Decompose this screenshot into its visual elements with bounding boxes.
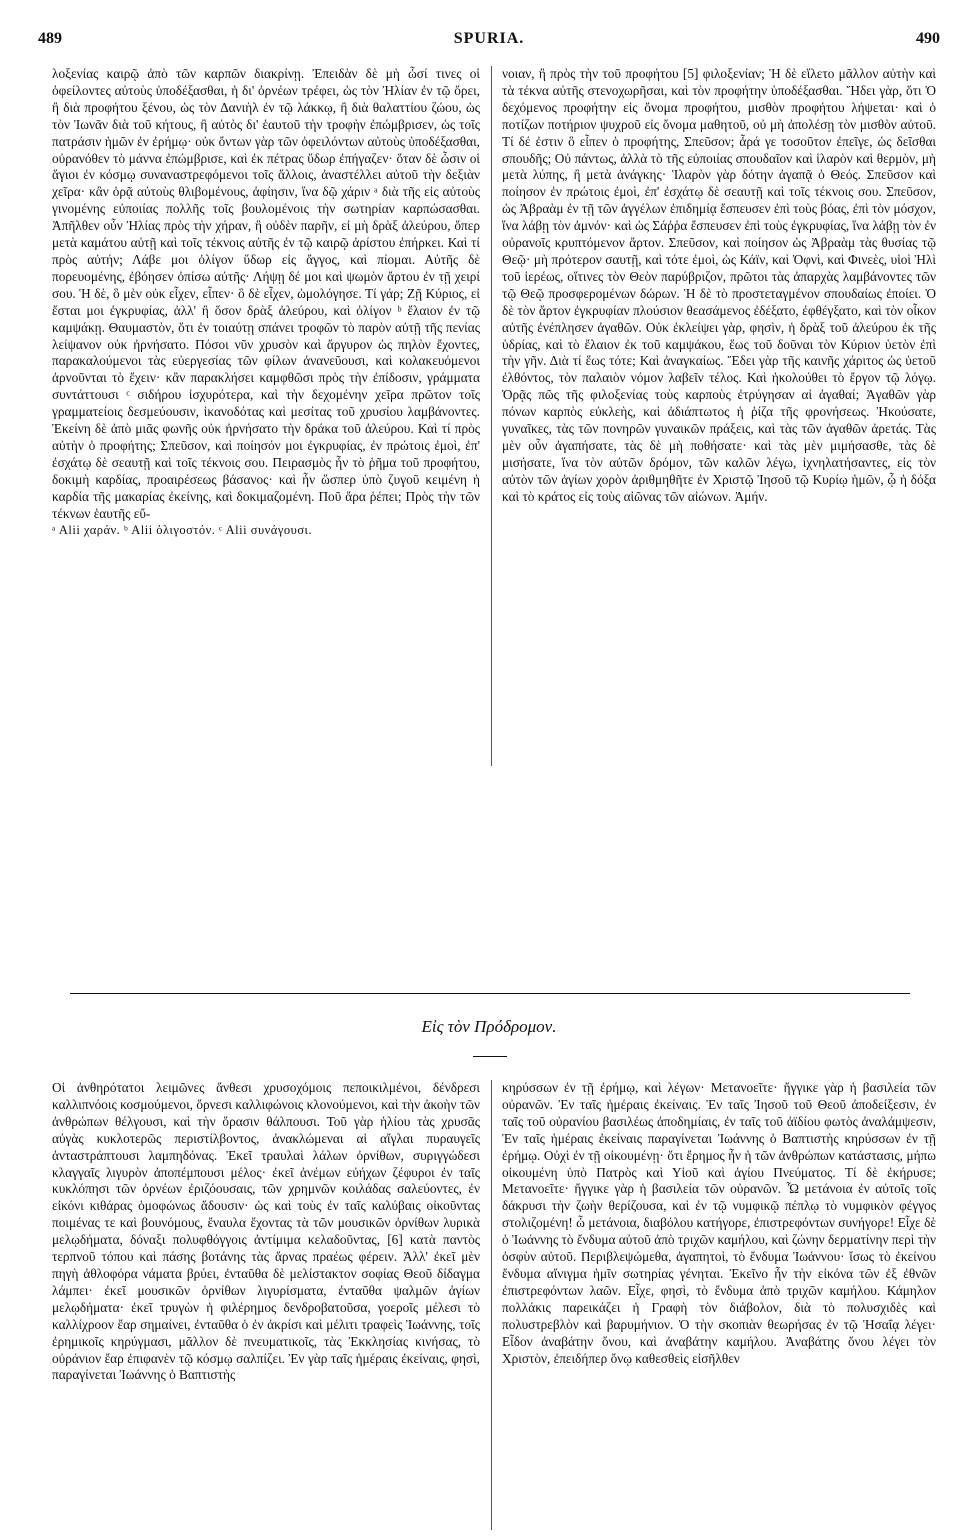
running-header [38,30,940,52]
bottom-right-column [502,1080,936,1367]
top-left-column [52,66,480,539]
bottom-right-text: κηρύσσων ἐν τῇ ἐρήμῳ, καὶ λέγων· Μετανοεῖτε· ἤγγικε γὰρ ἡ βασιλεία τῶν οὐρανῶν. Ἐν ταῖς ἡμέραις ἐκείναις. Ἐν ταῖς Ἰησοῦ τοῦ Θεοῦ ἀποδείξεσιν, ἐν ταῖς τοῦ οὐρανίου βασιλέως ἀποδημίαις, ἐν ταῖς τοῦ ἀϊδίου φωτὸς ἀναλάμψεσιν, Ἐν ταῖς ἡμέραις ἐκείναις παραγίνεται Ἰωάννης ὁ Βαπτιστὴς κηρύσσων ἐν τῇ ἐρήμῳ. Οὐχὶ ἐν τῇ οἰκουμένῃ· ὅτι ἔρημος ἦν ἡ τῶν ἀνθρώπων κατάστασις, μήπω οἰκουμένη ὑπὸ Πατρὸς καὶ Υἱοῦ καὶ ἁγίου Πνεύματος. Τί δὲ ἐκήρυσε; Μετανοεῖτε· ἤγγικε γὰρ ἡ βασιλεία τῶν οὐρανῶν. Ὦ μετάνοια ἐν αὐτοῖς τοῖς δάκρυσι τὴν ζωὴν θερίζουσα, καὶ ἐν τῷ νυμφικῷ πέπλῳ τὸ νυμφικὸν φέγγος στολιζομένη! ὦ μετάνοια, διαβόλου κατήγορε, ἐπιστρεφόντων συνήγορε! Εἶχε δὲ ὁ Ἰωάννης τὸ ἔνδυμα αὐτοῦ ἀπὸ τριχῶν καμήλου, καὶ ζώνην δερματίνην περὶ τὴν ὀσφὺν αὐτοῦ. Περιβλεψώμεθα, ἀγαπητοὶ, τὸ ἔνδυμα Ἰωάννου· ἴσως τὸ ἐκείνου ἔνδυμα αἴνιγμα ἡμῖν σωτηρίας γένηται. Ἐκεῖνο ἦν τὴν εἰκόνα τῶν ἐξ ἐθνῶν ἐπιστρεφόντων λαῶν. Εἶχε, φησὶ, τὸ ἔνδυμα ἀπὸ τριχῶν καμήλου. Κάμηλον πολλάκις παρεικάζει ἡ Γραφὴ τὸν διάβολον, διὰ τὸ πολυσχιδὲς καὶ πολυστρεβλὸν καὶ βαρυμήνιον. Ὁ τὴν σκοπιὰν θεωρήσας ἐν τῷ Ἡσαΐᾳ λέγει· Εἶδον ἀναβάτην ὄνου, καὶ ἀναβάτην καμήλου. Ἀναβάτης ὄνου λέγει τὸν Χριστὸν, ἐπειδήπερ ὄνῳ καθεσθεὶς εἰσῆλθεν [502,1080,936,1366]
footnotes: ᵃ Alii χαράν. ᵇ Alii ὀλιγοστόν. ᶜ Alii συνάγουσι. [52,523,313,538]
top-right-column [502,66,936,506]
page-number-left: 489 [38,30,62,47]
column-divider-top [491,66,492,766]
running-title: SPURIA. [453,30,525,47]
bottom-left-text: Οἱ ἀνθηρότατοι λειμῶνες ἄνθεσι χρυσοχόμοις πεποικιλμένοι, δένδρεσι καλλιπνόοις κοσμούμενοι, ὄρνεσι καλλιφώνοις κλονούμενοι, καὶ τὴν ἀκοὴν τῶν ἀνθρώπων θέλγουσι, καὶ τὴν ὅρασιν θάλπουσι. Τοῦ γὰρ ἡλίου τὰς χρυσᾶς αὐγὰς κυκλοτερῶς περιστίλβοντος, ἀνακλώμεναι αἱ αἴγλαι πυραυγεῖς ἀνταστράπτουσι λαμπηδόνας. Ἐκεῖ τραυλαὶ λάλων ὀρνίθων, συριγγώδεσι κλαγγαῖς λιγυρὸν ἀποπέμπουσι μέλος· ἐκεῖ ἀνέμων εὐήχων ζέφυροι ἐν ταῖς κυκλόπησι τῶν ὀρνέων ἐριζόουσαις, τῶν χρημνῶν κοιλάδας σαλεύοντες, ἐν εἰκόνι κιθάρας ὁμοφώνως ἄδουσιν· ὡς καὶ τοὺς ἐν ταῖς καλύβαις οἰκοῦντας ποιμένας τε καὶ βουνόμους, ἔναυλα ἔχοντας τὰ τῶν μουσικῶν ὀρνίθων λυρικὰ μελῳδήματα, δόναξι πολυφθόγγοις ἀντίμιμα κελαδοῦντας, [6] κατὰ παντὸς τερπνοῦ τόπου καὶ πάσης βοτάνης τὰς ἄρνας πραέως φέρειν. Ἀλλ' ἐκεῖ μὲν πηγὴ ἀθλοφόρα νάματα βρύει, ἐνταῦθα δὲ μελίστακτον σοφίας Θεοῦ δίδαγμα λάμπει· ἐκεῖ μουσικῶν ὀρνίθων λιγυρίσματα, ἐνταῦθα ψαλμῶν ἁγίων μελῳδήματα· ἐκεῖ τρυγὼν ἡ φιλέρημος δενδροβατοῦσα, γοεροῖς μέλεσι τὸ καλλίχροον ἔαρ σημαίνει, ἐνταῦθα ὁ ἐν ἀκρίσι καὶ μέλιτι τραφεὶς Ἰωάννης, τοῖς ἐρημικοῖς κηρύγμασι, μᾶλλον δὲ πνευματικοῖς, τὰς Ἐκκλησίας κινήσας, τὸ οὐράνιον ἔαρ ἐπιφανὲν τῷ κόσμῳ σαλπίζει. Ἐν γὰρ ταῖς ἡμέραις ἐκείναις, φησὶ, παραγίνεται Ἰωάννης ὁ Βαπτιστὴς [52,1080,480,1383]
top-right-text: νοιαν, ἢ πρὸς τὴν τοῦ προφήτου [5] φιλοξενίαν; Ἡ δὲ εἵλετο μᾶλλον αὐτὴν καὶ τὰ τέκνα αὐτῆς στενοχωρῆσαι, καὶ τὸν προφήτην ὑποδέξασθαι. Ἤδει γὰρ, ὅτι Ὁ δεχόμενος προφήτην εἰς ὄνομα προφήτου, μισθὸν προφήτου λήψεται· καὶ ὁ ποτίζων ποτήριον ψυχροῦ εἰς ὄνομα μαθητοῦ, οὐ μὴ ἀπολέσῃ τὸν μισθὸν αὐτοῦ. Τί δέ ἐστιν ὃ εἶπεν ὁ προφήτης, Σπεῦσον; ἆρά γε τοσοῦτον ἐπεῖγε, ὡς δεῖσθαι σπουδῆς; Οὐ πάντως, ἀλλὰ τὸ τῆς εὐποιίας σπουδαῖον καὶ ἱλαρὸν καὶ θερμὸν, μὴ μετὰ λύπης, ἢ μετὰ ἀνάγκης· Ἱλαρὸν γὰρ δότην ἀγαπᾷ ὁ Θεός. Σπεῦσον καὶ ποίησον ἐν πρώτοις ἐμοὶ, ἐπ' ἐσχάτῳ δὲ σεαυτῇ καὶ τοῖς τέκνοις σου. Σπεῦσον, ὡς Ἀβραὰμ ἐν τῇ τῶν ἀγγέλων ἐπιδημίᾳ ἔσπευσεν ἐπὶ τοὺς βόας, ἐπὶ τὸν μόσχον, ἵνα λάβῃ τὸν ἀμνόν· καὶ ὡς Σάῤῥα ἔσπευσεν ἐπὶ τοὺς ἐγκρυφίας, ἵνα λάβῃ τὸν ἐν οὐρανοῖς κρυπτόμενον ἄρτον. Σπεῦσον, καὶ ποίησον ὡς Ἀβραὰμ τὰς θυσίας τῷ Θεῷ· μὴ πρότερον σαυτῇ, καὶ τότε ἐμοὶ, ὡς Κάϊν, καὶ Ὀφνὶ, καὶ Φινεὲς, υἱοὶ Ἠλὶ τοῦ ἱερέως, οἵτινες τὸν Θεὸν παρύβριζον, πρῶτοι τὰς ἀπαρχὰς λαμβάνοντες τῶν τῷ Θεῷ προσφερομένων δώρων. Ἡ δὲ τὸ προστεταγμένον σπουδαίως ἐποίει. Ὁ δὲ τὸν ἄρτον ἐγκρυφίαν πλούσιον θεασάμενος ἐδέξατο, ἐφθέγξατο, καὶ τὸν οἶκον αὐτῆς ἐνέπλησεν ἀγαθῶν. Οὐκ ἐκλείψει γὰρ, φησὶν, ἡ δρὰξ τοῦ ἀλεύρου ἐκ τῆς ὑδρίας, καὶ τὸ ἔλαιον ἐκ τοῦ καμψάκου, ἕως τοῦ δοῦναι τὸν Κύριον ὑετὸν ἐπὶ τὴν γῆν. Διὰ τί ἕως τότε; Καὶ ἀναγκαίως. Ἔδει γὰρ τῆς καινῆς χάριτος ὡς ὑετοῦ ἐλθόντος, τὸν παλαιὸν νόμον λαβεῖν τέλος. Καὶ ἠκολούθει τὸ ἔργον τῷ λόγῳ. Ὁρᾷς πῶς τῆς φιλοξενίας τοὺς καρποὺς ἐτρύγησαν αἱ ἀγαθαί; Ἀγαθῶν γὰρ πόνων καρπὸς εὐκλεὴς, καὶ ἀδιάπτωτος ἡ ῥίζα τῆς φρονήσεως. Ἠκούσατε, γυναῖκες, τὰς τῶν πονηρῶν γυναικῶν πράξεις, καὶ τὰς τῶν ἀγαθῶν ἀρετάς. Τὰς μὲν οὖν ἀγαπήσατε, τὰς δὲ μὴ ποθήσατε· καὶ τὰς μὲν μιμήσασθε, τὰς δὲ μισήσατε, ἵνα τὸν αὐτῶν δρόμον, τῶν καλῶν λέγω, ἰχνηλατήσαντες, εἰς τὸν αὐτὸν τῶν ἁγίων χορὸν ἀριθμηθῆτε ἐν Χριστῷ Ἰησοῦ τῷ Κυρίῳ ἡμῶν, ᾧ ἡ δόξα καὶ τὸ κράτος εἰς τοὺς αἰῶνας τῶν αἰώνων. Ἀμήν. [502,66,936,504]
column-divider-bottom [491,1080,492,1530]
section-separator-rule [70,993,910,994]
bottom-left-column [52,1080,480,1384]
title-underline-rule [473,1056,507,1057]
page-number-right: 490 [916,30,940,47]
top-left-text: λοξενίας καιρῷ ἀπὸ τῶν καρπῶν διακρίνῃ. Ἐπειδὰν δὲ μὴ ὦσί τινες οἱ ὀφείλοντες αὐτοὺς ὑποδέξασθαι, ἡ δι' ὀρνέων τρέφει, ὡς τὸν Ἠλίαν ἐν τῷ ὄρει, ἢ διὰ προφήτου ξένου, ὡς τὸν Δανιὴλ ἐν τῷ λάκκῳ, ἢ διὰ θαλαττίου ζώου, ὡς τὸν Ἰωνᾶν διὰ τοῦ κήτους, ἢ αὐτὸς δι' ἑαυτοῦ τὴν τροφὴν ἐπώμβρισεν, ὡς τοῖς πατράσιν ἡμῶν ἐν ἐρήμῳ· οὐκ ὄντων γὰρ τῶν ὀφειλόντων αὐτοὺς ὑποδέξασθαι, οὐρανόθεν τὸ μάννα ἐπώμβρισε, καὶ ἐκ πέτρας ὕδωρ ἐπήγαζεν· ὅταν δὲ ὦσιν οἱ ἅγιοι ἐν κόσμῳ συναναστρεφόμενοι τοῖς ἄλλοις, ἀναστέλλει αὐτοῦ τὴν δεξιὰν χεῖρα· κἂν ὁρᾷ αὐτοὺς θλιβομένους, ἀφίησιν, ἵνα δῷ χάριν ᵃ διὰ τῆς εἰς αὐτοὺς γινομένης εὐποιίας πολλῆς τοῖς βουλομένοις τὴν σωτηρίαν καρπώσασθαι. Ἀπῆλθεν οὖν Ἠλίας πρὸς τὴν χήραν, ἣ οὐδὲν παρῆν, εἰ μὴ δρὰξ ἀλεύρου, ὅπερ μετὰ καμάτου αὐτῇ καὶ τοῖς τέκνοις αὐτῆς ἐν τῷ καιρῷ ἀρίστου ἐπήρκει. Καὶ τί πρὸς αὐτήν; Λάβε μοι ὀλίγον ὕδωρ εἰς ἄγγος, καὶ πίομαι. Αὐτῆς δὲ πορευομένης, ἐβόησεν ὀπίσω αὐτῆς· Λήψῃ δέ μοι καὶ ψωμὸν ἄρτου ἐν τῇ χειρί σου. Ἡ δὲ, ὃ μὲν οὐκ εἶχεν, εἶπεν· ὃ δὲ εἶχεν, ὡμολόγησε. Τί γάρ; Ζῇ Κύριος, εἰ ἔσται μοι ἐγκρυφίας, ἀλλ' ἢ ὅσον δρὰξ ἀλεύρου, καὶ ὀλίγον ᵇ ἔλαιον ἐν τῷ καμψάκῃ. Θαυμαστὸν, ὅτι ἐν τοιαύτῃ σπάνει τροφῶν τὸ παρὸν αὐτῇ τῆς πενίας λείψανον οὐκ ἠρνήσατο. Πόσοι νῦν χρυσὸν καὶ ἄργυρον ὡς πηλὸν ἔχοντες, παρακαλούμενοι τὰς εὐεργεσίας τῶν φίλων ἀνανεῦουσι, καὶ κολακευόμενοι ἀρνοῦνται τὸ ἔχειν· κἂν παρακλήσει καμφθῶσι πρὸς τὴν ἐπίδοσιν, γράμματα συντάττουσι ᶜ σιδήρου ἰσχυρότερα, καὶ τὴν δεχομένην χεῖρα πρῶτον τοῖς γραμματείοις δεσμεύουσιν, ἱκανοδότας καὶ μεσίτας τοῦ χρυσίου λαμβάνοντες. Ἐκείνη δὲ ἀπὸ μιᾶς φωνῆς οὐκ ἠρνήσατο τὴν δράκα τοῦ ἀλεύρου. Καὶ τί πρὸς αὐτὴν ὁ προφήτης; Σπεῦσον, καὶ ποίησόν μοι ἐγκρυφίας, ἐν πρώτοις ἐμοὶ, ἐπ' ἐσχάτῳ δὲ σεαυτῇ καὶ τοῖς τέκνοις σου. Πειρασμὸς ἦν τὸ ῥῆμα τοῦ προφήτου, δοκιμὴ καρδίας, προαιρέσεως βάσανος· καὶ ἦν ὥσπερ ὑπὸ ζυγοῦ κειμένη ἡ καρδία τῆς μακαρίας ἐκείνης, καὶ δοκιμαζομένη. Ποῦ ἄρα ῥέπει; Πρὸς τὴν τῶν τέκνων ἑαυτῆς εὔ- [52,66,480,521]
section-title: Εἰς τὸν Πρόδρομον. [421,1017,557,1036]
